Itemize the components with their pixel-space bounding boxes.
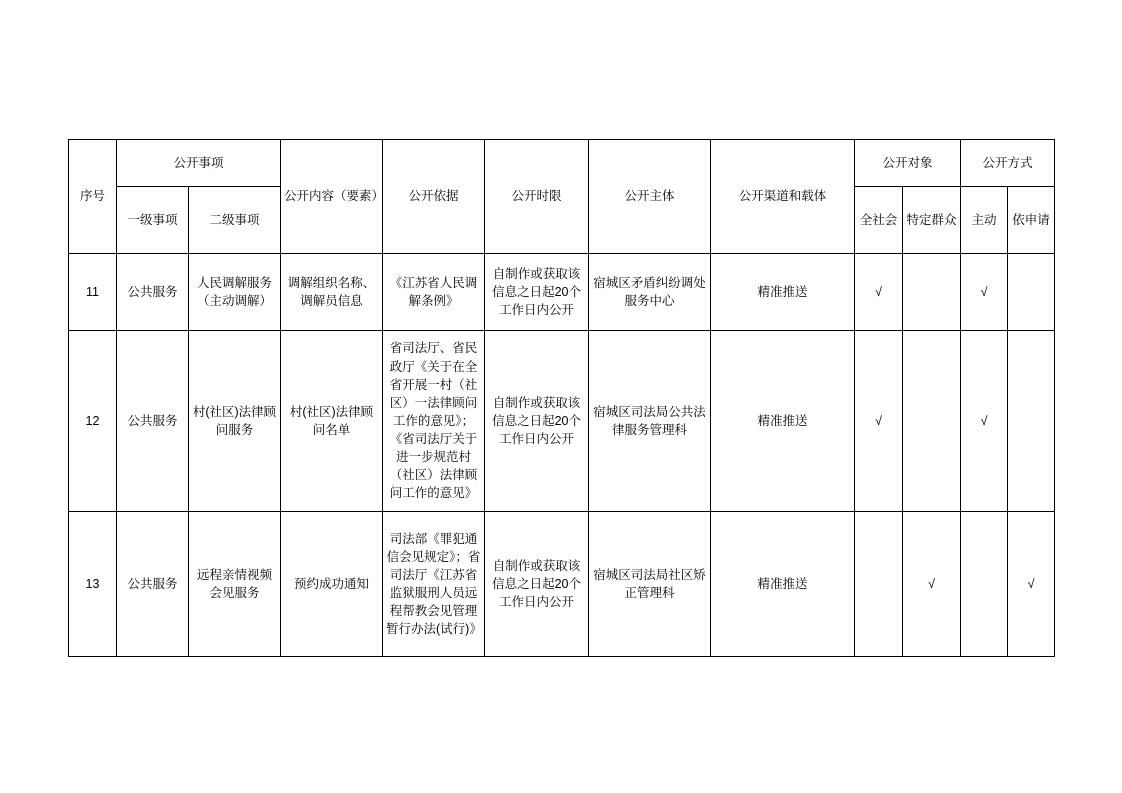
header-level2: 二级事项 <box>189 187 281 254</box>
cell-level1: 公共服务 <box>117 254 189 331</box>
cell-seq: 11 <box>69 254 117 331</box>
cell-subject: 宿城区司法局公共法律服务管理科 <box>589 331 711 512</box>
cell-active <box>961 512 1008 657</box>
cell-seq: 12 <box>69 331 117 512</box>
table-row <box>69 331 1055 512</box>
table-row <box>69 512 1055 657</box>
cell-channel: 精准推送 <box>711 331 855 512</box>
header-basis: 公开依据 <box>383 140 485 254</box>
cell-time-limit: 自制作或获取该信息之日起20个工作日内公开 <box>485 254 589 331</box>
cell-all-society: √ <box>855 254 903 331</box>
header-seq: 序号 <box>69 140 117 254</box>
table-header-row-1 <box>69 140 1055 187</box>
cell-subject: 宿城区矛盾纠纷调处服务中心 <box>589 254 711 331</box>
cell-on-request <box>1008 254 1055 331</box>
cell-content: 村(社区)法律顾问名单 <box>281 331 383 512</box>
table-body <box>69 254 1055 657</box>
header-on-request: 依申请 <box>1008 187 1055 254</box>
disclosure-table <box>68 139 1055 657</box>
cell-specific-group: √ <box>903 512 961 657</box>
cell-basis: 司法部《罪犯通信会见规定》；省司法厅《江苏省监狱服刑人员远程帮教会见管理暂行办法(试行)》 <box>383 512 485 657</box>
cell-channel: 精准推送 <box>711 254 855 331</box>
cell-all-society <box>855 512 903 657</box>
header-specific-group: 特定群众 <box>903 187 961 254</box>
cell-time-limit: 自制作或获取该信息之日起20个工作日内公开 <box>485 331 589 512</box>
cell-level1: 公共服务 <box>117 331 189 512</box>
table-row <box>69 254 1055 331</box>
header-group-target: 公开对象 <box>855 140 961 187</box>
cell-basis: 《江苏省人民调解条例》 <box>383 254 485 331</box>
cell-content: 调解组织名称、调解员信息 <box>281 254 383 331</box>
cell-level2: 人民调解服务（主动调解） <box>189 254 281 331</box>
cell-on-request <box>1008 331 1055 512</box>
cell-content: 预约成功通知 <box>281 512 383 657</box>
cell-level1: 公共服务 <box>117 512 189 657</box>
header-time-limit: 公开时限 <box>485 140 589 254</box>
cell-on-request: √ <box>1008 512 1055 657</box>
header-subject: 公开主体 <box>589 140 711 254</box>
header-all-society: 全社会 <box>855 187 903 254</box>
cell-specific-group <box>903 331 961 512</box>
cell-active: √ <box>961 254 1008 331</box>
cell-seq: 13 <box>69 512 117 657</box>
cell-level2: 村(社区)法律顾问服务 <box>189 331 281 512</box>
cell-specific-group <box>903 254 961 331</box>
header-active: 主动 <box>961 187 1008 254</box>
header-group-items: 公开事项 <box>117 140 281 187</box>
cell-channel: 精准推送 <box>711 512 855 657</box>
cell-level2: 远程亲情视频会见服务 <box>189 512 281 657</box>
header-level1: 一级事项 <box>117 187 189 254</box>
cell-all-society: √ <box>855 331 903 512</box>
cell-subject: 宿城区司法局社区矫正管理科 <box>589 512 711 657</box>
cell-active: √ <box>961 331 1008 512</box>
header-group-method: 公开方式 <box>961 140 1055 187</box>
cell-time-limit: 自制作或获取该信息之日起20个工作日内公开 <box>485 512 589 657</box>
table-header <box>69 140 1055 254</box>
header-content: 公开内容（要素） <box>281 140 383 254</box>
cell-basis: 省司法厅、省民政厅《关于在全省开展一村（社区）一法律顾问工作的意见》；《省司法厅关于进一步规范村（社区）法律顾问工作的意见》 <box>383 331 485 512</box>
header-channel: 公开渠道和载体 <box>711 140 855 254</box>
